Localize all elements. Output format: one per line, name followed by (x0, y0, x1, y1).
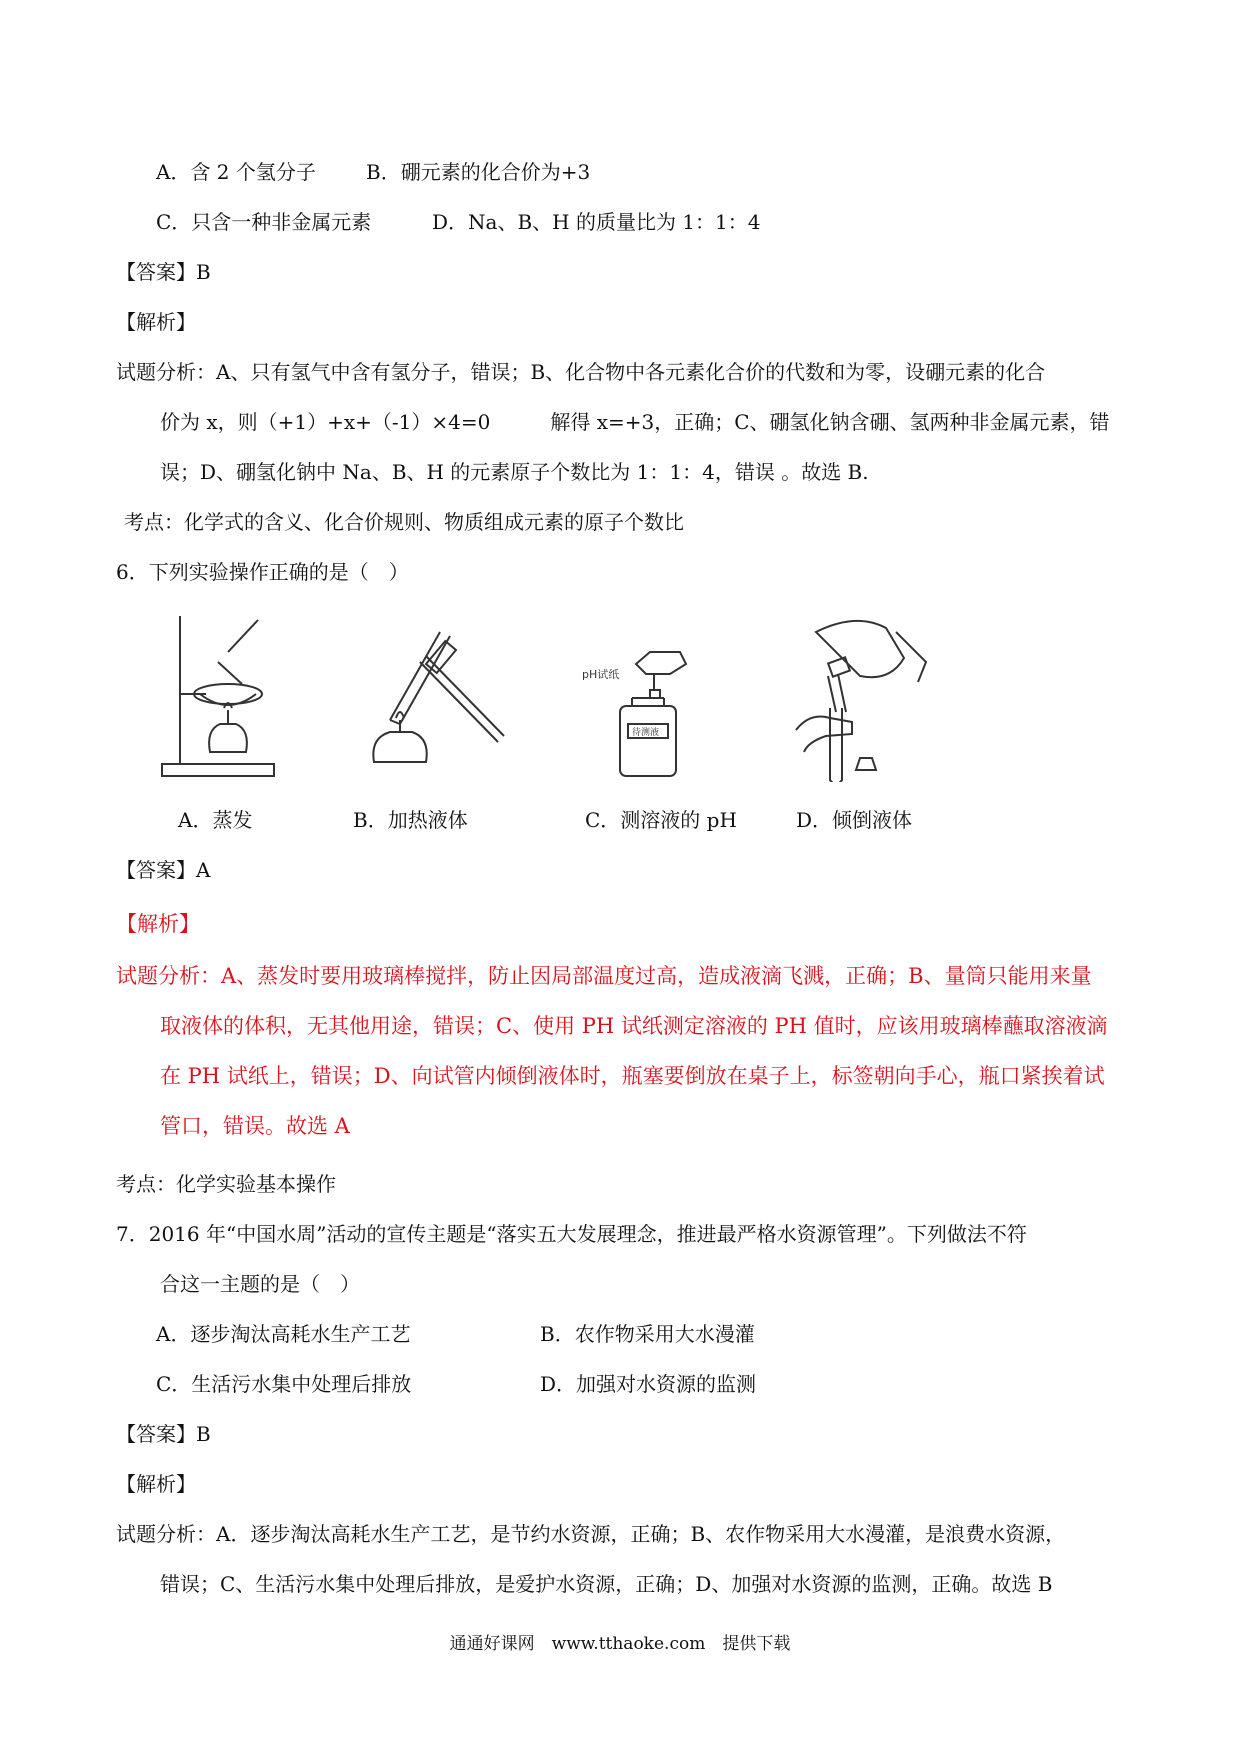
q6-analysis-line: 管口，错误。故选 A (160, 1114, 350, 1138)
q7-analysis-line: 试题分析：A．逐步淘汰高耗水生产工艺，是节约水资源，正确；B、农作物采用大水漫灌，是浪费水资源， (116, 1522, 1066, 1546)
q5-analysis-line: 误；D、硼氢化钠中 Na、B、H 的元素原子个数比为 1：1：4，错误 。故选 B. (160, 460, 869, 484)
figure-caption-b: B．加热液体 (353, 808, 468, 832)
q6-answer: 【答案】A (116, 858, 211, 882)
ph-test-apparatus-icon (580, 612, 690, 782)
q5-answer: 【答案】B (116, 260, 211, 284)
q7-answer: 【答案】B (116, 1422, 211, 1446)
heating-liquid-apparatus-icon (360, 612, 510, 782)
q7-option-d: D．加强对水资源的监测 (540, 1372, 757, 1396)
page-footer: 通通好课网 www.tthaoke.com 提供下载 (449, 1634, 791, 1654)
q7-option-a: A．逐步淘汰高耗水生产工艺 (156, 1322, 411, 1346)
q7-option-b: B．农作物采用大水漫灌 (540, 1322, 755, 1346)
figure-caption-a: A．蒸发 (178, 808, 253, 832)
ph-paper-label: pH试纸 (582, 668, 620, 681)
evaporation-apparatus-icon (158, 612, 278, 782)
q5-analysis-line: 价为 x，则（+1）+x+（-1）×4=0 解得 x=+3，正确；C、硼氢化钠含硼、氢两种非金属元素，错 (160, 410, 1110, 434)
q7-question-line: 7．2016 年“中国水周”活动的宣传主题是“落实五大发展理念，推进最严格水资源管理”。下列做法不符 (116, 1222, 1027, 1246)
q6-analysis-title: 【解析】 (116, 912, 200, 936)
q5-option-d: D．Na、B、H 的质量比为 1：1：4 (432, 210, 761, 234)
q5-option-b: B．硼元素的化合价为+3 (366, 160, 591, 184)
q7-option-c: C．生活污水集中处理后排放 (156, 1372, 412, 1396)
q7-analysis-line: 错误；C、生活污水集中处理后排放，是爱护水资源，正确；D、加强对水资源的监测，正确。故选 B (160, 1572, 1053, 1596)
figure-caption-d: D．倾倒液体 (796, 808, 913, 832)
q5-analysis-line: 试题分析：A、只有氢气中含有氢分子，错误；B、化合物中各元素化合价的代数和为零，设硼元素的化合 (116, 360, 1046, 384)
q5-analysis-title: 【解析】 (116, 310, 196, 334)
q5-option-a: A．含 2 个氢分子 (156, 160, 316, 184)
q7-analysis-title: 【解析】 (116, 1472, 196, 1496)
q5-kaodian: 考点：化学式的含义、化合价规则、物质组成元素的原子个数比 (124, 510, 684, 534)
q6-analysis-line: 试题分析：A、蒸发时要用玻璃棒搅拌，防止因局部温度过高，造成液滴飞溅，正确；B、量筒只能用来量 (116, 964, 1092, 988)
figure-caption-c: C．测溶液的 pH (585, 808, 737, 832)
q6-analysis-line: 在 PH 试纸上，错误；D、向试管内倾倒液体时，瓶塞要倒放在桌子上，标签朝向手心，瓶口紧挨着试 (160, 1064, 1105, 1088)
test-solution-label: 待测液 (632, 728, 660, 738)
q6-question: 6．下列实验操作正确的是（ ） (116, 560, 409, 584)
q6-kaodian: 考点：化学实验基本操作 (116, 1172, 336, 1196)
q5-option-c: C．只含一种非金属元素 (156, 210, 372, 234)
pouring-liquid-apparatus-icon (786, 612, 936, 782)
q6-analysis-line: 取液体的体积，无其他用途，错误；C、使用 PH 试纸测定溶液的 PH 值时，应该用玻璃棒蘸取溶液滴 (160, 1014, 1108, 1038)
q7-question-line: 合这一主题的是（ ） (160, 1272, 360, 1296)
